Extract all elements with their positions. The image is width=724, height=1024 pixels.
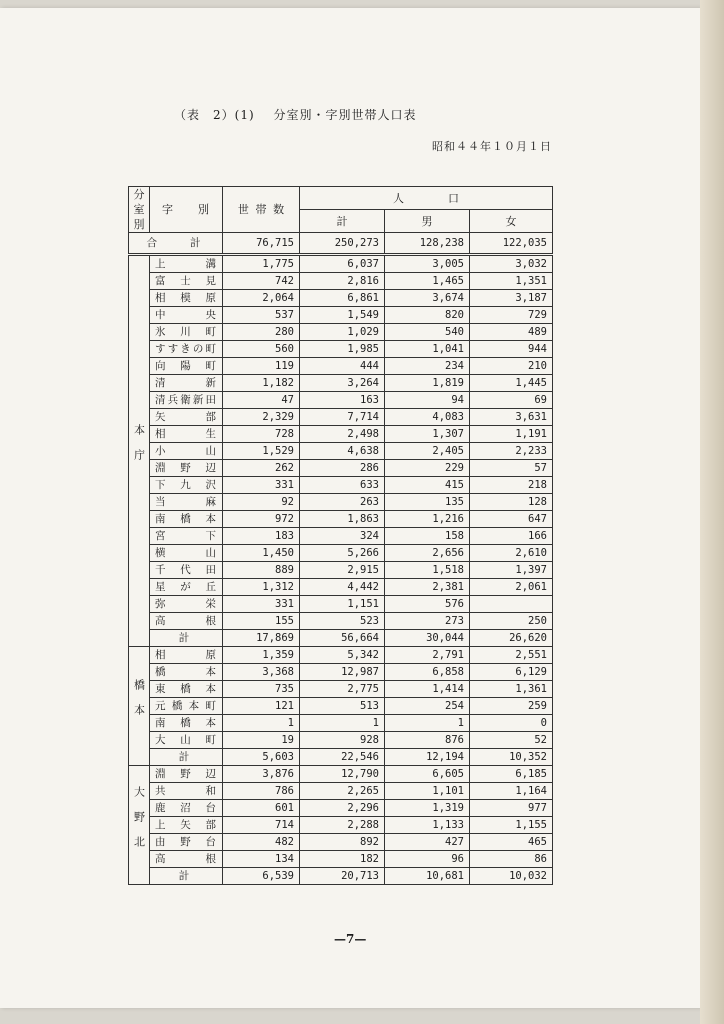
table-row: [129, 375, 553, 392]
cell-total: 4,638: [300, 443, 385, 460]
subtotal-households: 6,539: [223, 868, 300, 885]
cell-households: 728: [223, 426, 300, 443]
cell-households: 134: [223, 851, 300, 868]
cell-total: 5,266: [300, 545, 385, 562]
cell-households: 889: [223, 562, 300, 579]
subtotal-female: 10,032: [470, 868, 553, 885]
cell-households: 280: [223, 324, 300, 341]
table-row: [129, 783, 553, 800]
cell-total: 1,029: [300, 324, 385, 341]
cell-male: 427: [385, 834, 470, 851]
cell-total: 182: [300, 851, 385, 868]
header-total: 計: [300, 210, 385, 233]
survey-date: 昭和４４年１０月１日: [432, 140, 552, 153]
aza-name: 相模原: [150, 290, 223, 307]
cell-male: 1,518: [385, 562, 470, 579]
cell-male: 1,101: [385, 783, 470, 800]
cell-households: 183: [223, 528, 300, 545]
cell-female: 52: [470, 732, 553, 749]
cell-households: 2,064: [223, 290, 300, 307]
aza-name: 東橋本: [150, 681, 223, 698]
cell-male: 2,381: [385, 579, 470, 596]
grand-total-row: [129, 233, 553, 255]
cell-total: 513: [300, 698, 385, 715]
table-row: [129, 613, 553, 630]
cell-households: 155: [223, 613, 300, 630]
division-label: [129, 766, 150, 885]
subtotal-total: 56,664: [300, 630, 385, 647]
cell-male: 876: [385, 732, 470, 749]
cell-total: 1,549: [300, 307, 385, 324]
cell-male: 415: [385, 477, 470, 494]
cell-households: 714: [223, 817, 300, 834]
cell-female: 944: [470, 341, 553, 358]
table-body: [129, 233, 553, 885]
cell-total: 6,037: [300, 255, 385, 273]
cell-total: 7,714: [300, 409, 385, 426]
aza-name: 星が丘: [150, 579, 223, 596]
grand-total-label: 合 計: [129, 233, 223, 255]
cell-male: 158: [385, 528, 470, 545]
aza-name: 矢部: [150, 409, 223, 426]
cell-households: 119: [223, 358, 300, 375]
cell-female: 69: [470, 392, 553, 409]
cell-households: 972: [223, 511, 300, 528]
cell-total: 6,861: [300, 290, 385, 307]
cell-households: 3,876: [223, 766, 300, 783]
cell-male: 229: [385, 460, 470, 477]
cell-households: 331: [223, 596, 300, 613]
aza-name: 小山: [150, 443, 223, 460]
aza-name: 下九沢: [150, 477, 223, 494]
cell-households: 560: [223, 341, 300, 358]
header-male: 男: [385, 210, 470, 233]
cell-households: 19: [223, 732, 300, 749]
cell-female: 1,361: [470, 681, 553, 698]
division-label-text: 本庁: [132, 424, 146, 474]
cell-total: 286: [300, 460, 385, 477]
subtotal-households: 5,603: [223, 749, 300, 766]
subtotal-row: [129, 868, 553, 885]
cell-male: 576: [385, 596, 470, 613]
table-row: [129, 477, 553, 494]
cell-total: 263: [300, 494, 385, 511]
header-female: 女: [470, 210, 553, 233]
cell-male: 234: [385, 358, 470, 375]
table-row: [129, 273, 553, 290]
cell-male: 3,005: [385, 255, 470, 273]
division-label-text: 橋本: [132, 679, 146, 729]
cell-total: 633: [300, 477, 385, 494]
cell-female: 128: [470, 494, 553, 511]
cell-total: 2,296: [300, 800, 385, 817]
cell-total: 3,264: [300, 375, 385, 392]
grand-total-female: 122,035: [470, 233, 553, 255]
cell-female: 1,191: [470, 426, 553, 443]
cell-households: 1: [223, 715, 300, 732]
cell-male: 96: [385, 851, 470, 868]
cell-female: 3,032: [470, 255, 553, 273]
cell-households: 3,368: [223, 664, 300, 681]
aza-name: 高根: [150, 613, 223, 630]
cell-households: 537: [223, 307, 300, 324]
cell-households: 735: [223, 681, 300, 698]
aza-name: 高根: [150, 851, 223, 868]
table-row: [129, 817, 553, 834]
cell-female: 218: [470, 477, 553, 494]
division-label: [129, 647, 150, 766]
cell-total: 12,987: [300, 664, 385, 681]
aza-name: 相生: [150, 426, 223, 443]
cell-female: 465: [470, 834, 553, 851]
aza-name: 共和: [150, 783, 223, 800]
cell-female: 977: [470, 800, 553, 817]
table-row: [129, 426, 553, 443]
cell-households: 47: [223, 392, 300, 409]
aza-name: 向陽町: [150, 358, 223, 375]
cell-total: 12,790: [300, 766, 385, 783]
table-row: [129, 443, 553, 460]
cell-households: 1,450: [223, 545, 300, 562]
cell-households: 1,182: [223, 375, 300, 392]
table-row: [129, 460, 553, 477]
subtotal-row: [129, 749, 553, 766]
cell-male: 1,414: [385, 681, 470, 698]
cell-female: 1,164: [470, 783, 553, 800]
cell-households: 1,529: [223, 443, 300, 460]
subtotal-total: 20,713: [300, 868, 385, 885]
cell-female: 1,155: [470, 817, 553, 834]
cell-male: 1,819: [385, 375, 470, 392]
cell-female: 2,610: [470, 545, 553, 562]
cell-female: 647: [470, 511, 553, 528]
table-row: [129, 698, 553, 715]
aza-name: 橋本: [150, 664, 223, 681]
header-population: 人 口: [300, 187, 553, 210]
table-row: [129, 511, 553, 528]
cell-female: 729: [470, 307, 553, 324]
cell-households: 1,359: [223, 647, 300, 664]
subtotal-label: 計: [150, 630, 223, 647]
cell-male: 6,605: [385, 766, 470, 783]
page-number: —7—: [334, 932, 367, 946]
cell-female: 1,351: [470, 273, 553, 290]
cell-total: 2,288: [300, 817, 385, 834]
aza-name: 由野台: [150, 834, 223, 851]
table-row: [129, 290, 553, 307]
cell-total: 4,442: [300, 579, 385, 596]
aza-name: 上溝: [150, 255, 223, 273]
table-row: [129, 494, 553, 511]
aza-name: 千代田: [150, 562, 223, 579]
aza-name: 大山町: [150, 732, 223, 749]
table-row: [129, 664, 553, 681]
cell-total: 444: [300, 358, 385, 375]
cell-female: 86: [470, 851, 553, 868]
cell-female: 6,185: [470, 766, 553, 783]
table-row: [129, 307, 553, 324]
cell-female: 2,061: [470, 579, 553, 596]
cell-male: 1,307: [385, 426, 470, 443]
cell-total: 2,775: [300, 681, 385, 698]
aza-name: 当麻: [150, 494, 223, 511]
cell-households: 786: [223, 783, 300, 800]
aza-name: 富士見: [150, 273, 223, 290]
cell-male: 2,405: [385, 443, 470, 460]
cell-male: 540: [385, 324, 470, 341]
cell-total: 2,265: [300, 783, 385, 800]
cell-male: 1,465: [385, 273, 470, 290]
cell-female: 3,631: [470, 409, 553, 426]
aza-name: 中央: [150, 307, 223, 324]
cell-male: 820: [385, 307, 470, 324]
aza-name: 淵野辺: [150, 766, 223, 783]
cell-male: 3,674: [385, 290, 470, 307]
cell-female: 6,129: [470, 664, 553, 681]
table-row: [129, 358, 553, 375]
subtotal-label: 計: [150, 868, 223, 885]
cell-total: 5,342: [300, 647, 385, 664]
subtotal-male: 12,194: [385, 749, 470, 766]
table-row: [129, 562, 553, 579]
cell-female: 2,233: [470, 443, 553, 460]
aza-name: 南橋本: [150, 511, 223, 528]
cell-male: 1: [385, 715, 470, 732]
table-title-text: 分室別・字別世帯人口表: [273, 108, 417, 122]
table-row: [129, 766, 553, 783]
cell-male: 4,083: [385, 409, 470, 426]
subtotal-total: 22,546: [300, 749, 385, 766]
cell-male: 1,319: [385, 800, 470, 817]
cell-total: 2,816: [300, 273, 385, 290]
subtotal-male: 10,681: [385, 868, 470, 885]
cell-male: 1,216: [385, 511, 470, 528]
aza-name: 清新: [150, 375, 223, 392]
table-row: [129, 409, 553, 426]
subtotal-households: 17,869: [223, 630, 300, 647]
population-table: [128, 186, 553, 885]
cell-female: 0: [470, 715, 553, 732]
aza-name: 鹿沼台: [150, 800, 223, 817]
subtotal-row: [129, 630, 553, 647]
grand-total-households: 76,715: [223, 233, 300, 255]
cell-total: 163: [300, 392, 385, 409]
table-row: [129, 528, 553, 545]
cell-female: 3,187: [470, 290, 553, 307]
grand-total-population: 250,273: [300, 233, 385, 255]
cell-female: 2,551: [470, 647, 553, 664]
aza-name: すすきの町: [150, 341, 223, 358]
cell-total: 928: [300, 732, 385, 749]
cell-male: 1,041: [385, 341, 470, 358]
aza-name: 元橋本町: [150, 698, 223, 715]
cell-male: 135: [385, 494, 470, 511]
subtotal-female: 26,620: [470, 630, 553, 647]
table-row: [129, 341, 553, 358]
cell-female: 210: [470, 358, 553, 375]
cell-households: 601: [223, 800, 300, 817]
cell-female: 250: [470, 613, 553, 630]
cell-female: 1,397: [470, 562, 553, 579]
cell-households: 121: [223, 698, 300, 715]
cell-male: 1,133: [385, 817, 470, 834]
cell-households: 482: [223, 834, 300, 851]
cell-female: [470, 596, 553, 613]
cell-female: 489: [470, 324, 553, 341]
cell-total: 523: [300, 613, 385, 630]
cell-households: 262: [223, 460, 300, 477]
table-row: [129, 834, 553, 851]
division-label: [129, 255, 150, 647]
subtotal-female: 10,352: [470, 749, 553, 766]
cell-female: 57: [470, 460, 553, 477]
cell-households: 1,775: [223, 255, 300, 273]
division-label-text: 大野北: [132, 785, 146, 861]
header-division: [129, 187, 150, 233]
subtotal-label: 計: [150, 749, 223, 766]
cell-total: 1,985: [300, 341, 385, 358]
aza-name: 相原: [150, 647, 223, 664]
subtotal-male: 30,044: [385, 630, 470, 647]
cell-households: 1,312: [223, 579, 300, 596]
cell-male: 94: [385, 392, 470, 409]
header-aza: 字 別: [150, 187, 223, 233]
cell-households: 2,329: [223, 409, 300, 426]
cell-households: 742: [223, 273, 300, 290]
table-row: [129, 732, 553, 749]
table-row: [129, 596, 553, 613]
header-households: 世 帯 数: [223, 187, 300, 233]
cell-total: 2,915: [300, 562, 385, 579]
aza-name: 淵野辺: [150, 460, 223, 477]
cell-male: 273: [385, 613, 470, 630]
cell-total: 892: [300, 834, 385, 851]
table-title: [174, 106, 430, 123]
table-row: [129, 255, 553, 273]
cell-female: 1,445: [470, 375, 553, 392]
aza-name: 清兵衛新田: [150, 392, 223, 409]
page-edge: [700, 0, 724, 1024]
aza-name: 上矢部: [150, 817, 223, 834]
cell-total: 324: [300, 528, 385, 545]
aza-name: 南橋本: [150, 715, 223, 732]
table-row: [129, 545, 553, 562]
cell-total: 1,863: [300, 511, 385, 528]
aza-name: 弥栄: [150, 596, 223, 613]
aza-name: 宮下: [150, 528, 223, 545]
table-row: [129, 681, 553, 698]
aza-name: 氷川町: [150, 324, 223, 341]
cell-total: 1: [300, 715, 385, 732]
cell-total: 2,498: [300, 426, 385, 443]
table-row: [129, 579, 553, 596]
aza-name: 横山: [150, 545, 223, 562]
table-row: [129, 392, 553, 409]
cell-male: 254: [385, 698, 470, 715]
cell-male: 2,656: [385, 545, 470, 562]
table-row: [129, 324, 553, 341]
table-row: [129, 800, 553, 817]
table-row: [129, 851, 553, 868]
cell-female: 259: [470, 698, 553, 715]
header-division-text: 分室別: [133, 188, 145, 231]
cell-households: 92: [223, 494, 300, 511]
table-number: （表 2）(1): [174, 108, 255, 122]
cell-female: 166: [470, 528, 553, 545]
cell-households: 331: [223, 477, 300, 494]
cell-male: 2,791: [385, 647, 470, 664]
table-row: [129, 647, 553, 664]
grand-total-male: 128,238: [385, 233, 470, 255]
cell-male: 6,858: [385, 664, 470, 681]
cell-total: 1,151: [300, 596, 385, 613]
table-row: [129, 715, 553, 732]
